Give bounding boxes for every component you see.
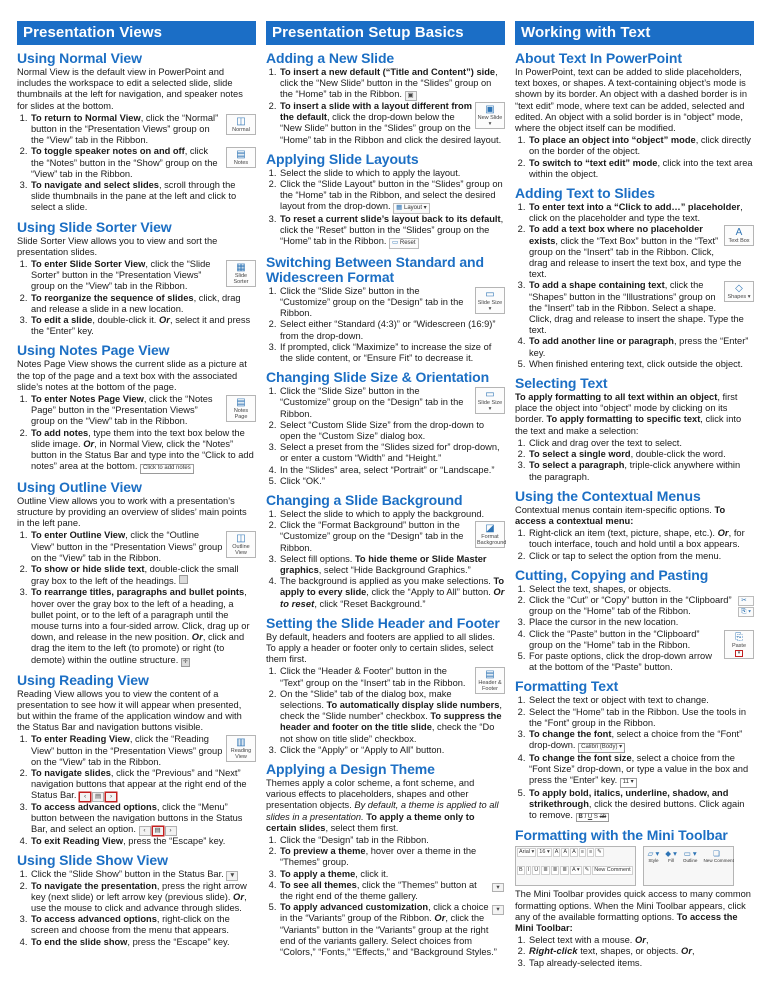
- section-title: Using Normal View: [17, 50, 142, 66]
- step-item: 5. To apply bold, italics, underline, shadow, and strikethrough, click the desired buttons. Click again to remove. B I U S ab: [528, 788, 754, 823]
- step-item: 2. To select a single word, double-click the word.: [528, 449, 754, 460]
- outline-view-icon: 1. ◫ Outline View: [226, 531, 256, 558]
- layout-icon: ▦ Layout ▾: [393, 203, 430, 214]
- mini-toolbar-icon: Arial ▾ 16 ▾ A A A ≡ ≡ ✎ B I U ≣ ≣ ≣ A ▾ ✎ New Comment: [515, 846, 636, 886]
- step-item: 2. Select either “Standard (4:3)” or “Widescreen (16:9)” from the drop-down.: [279, 319, 505, 341]
- step-item: 1. To place an object into “object” mode, click directly on the border of the object.: [528, 135, 754, 157]
- format-background-icon: 2. ◪ Format Background: [477, 523, 507, 547]
- step-item: 4. To add another line or paragraph, press the “Enter” key.: [528, 336, 754, 358]
- step-item: 1. ▤ Notes Page To enter Notes Page View, click the “Notes Page” button in the “Presentation Views” group on the “View” tab in the Ribbon.: [30, 394, 256, 428]
- step-item: 1. To insert a new default (“Title and Content”) side, click the “New Slide” button in the “Slides” group on the “Home” tab in the Ribbon. ▣: [279, 67, 505, 101]
- section-title: Selecting Text: [515, 375, 608, 392]
- nav-menu-icon: ‹ ▤ ›: [139, 824, 178, 834]
- section-title: Formatting with the Mini Toolbar: [515, 827, 728, 844]
- paragraph: Reading View allows you to view the content of a presentation to see how it will appear when presented, but within the frame of the application window and with the Status Bar and navigation buttons visible.: [17, 688, 242, 733]
- step-item: 1. ▤ Header & Footer Click the “Header & Footer” button in the “Text” group on the “Insert” tab in the Ribbon.: [279, 666, 505, 688]
- step-item: 2. To reorganize the sequence of slides, click, drag and release a slide in a new location.: [30, 293, 256, 315]
- steps-list: [17, 530, 256, 666]
- step-item: 2. To navigate the presentation, press the right arrow key (next slide) or left arrow key (previous slide). Or, use the mouse to click and advance through slides.: [30, 881, 256, 915]
- section-title: Adding a New Slide: [266, 50, 395, 66]
- steps-list: [17, 869, 256, 948]
- step-item: 2. Click or tap to select the option from the menu.: [528, 551, 754, 562]
- reset-icon: ▭ Reset: [389, 238, 419, 249]
- mini-toolbar-touch-icon: ▱ ▾ Style ◆ ▾ Fill ▭ ▾ Outline ❏ New Comment: [643, 846, 735, 886]
- step-item: 1. To enter text into a “Click to add…” placeholder, click on the placeholder and type the text.: [528, 202, 754, 224]
- step-item: 5. For paste options, click the drop-down arrow at the bottom of the “Paste” button.: [528, 651, 754, 673]
- shapes-icon: 3. ◇ Shapes ▾: [724, 281, 754, 302]
- step-item: 1. Select text with a mouse. Or,: [528, 935, 754, 946]
- drag-arrow-icon: ✛: [182, 658, 188, 665]
- step-item: 2. To navigate slides, click the “Previous” and “Next” navigation buttons that appear at the right end of the Status Bar. ‹ ▤ ›: [30, 768, 256, 802]
- new-slide-small-icon: ▣: [405, 89, 418, 99]
- step-item: 5. Click “OK.”: [279, 476, 505, 487]
- section-title: Using Notes Page View: [17, 342, 170, 359]
- section-title: Adding Text to Slides: [515, 185, 655, 202]
- step-item: 3. Select a preset from the “Slides sized for” drop-down, or enter a custom “Width” and “Height.”: [279, 442, 505, 464]
- section-title: Using Reading View: [17, 671, 149, 688]
- step-item: 1. ▭ Slide Size ▾ Click the “Slide Size” button in the “Customize” group on the “Design” tab in the Ribbon.: [279, 386, 505, 420]
- step-item: 3. To reset a current slide’s layout back to its default, click the “Reset” button in the “Slides” group on the “Home” tab in the Ribbon. ▭ Reset: [279, 214, 505, 249]
- paragraph: Outline View allows you to work with a presentation’s structure by providing an overview of slides’ main points in the left pane.: [17, 495, 247, 529]
- step-item: 3. Tap already-selected items.: [528, 958, 754, 969]
- step-item: 2. To show or hide slide text, double-click the small gray box to the left of the headings.: [30, 564, 256, 587]
- steps-list: [17, 734, 256, 847]
- step-item: 2. Click the “Slide Layout” button in the “Slides” group on the “Home” tab in the Ribbon, and select the desired layout from the drop-down. ▦ Layout ▾: [279, 179, 505, 214]
- paragraph: By default, headers and footers are applied to all slides. To apply a header or footer only to certain slides, select them first.: [266, 631, 495, 665]
- section-title: Using Slide Sorter View: [17, 218, 172, 235]
- step-item: 3. To change the font, select a choice from the “Font” drop-down. Calibri (Body) ▾: [528, 729, 754, 753]
- header-footer-icon: 1. ▤ Header & Footer: [475, 667, 505, 694]
- slide-size-icon: 1. ▭ Slide Size ▾: [475, 387, 505, 414]
- paragraph: Notes Page View shows the current slide as a picture at the top of the page and a text box with the associated slide’s notes at the bottom of the page.: [17, 359, 247, 392]
- gallery-more-icon: ▾: [492, 881, 505, 891]
- paragraph: Contextual menus contain item-specific options. To access a contextual menu:: [515, 504, 726, 526]
- column-header: Working with Text: [515, 21, 754, 45]
- step-item: 2. On the “Slide” tab of the dialog box, make selections. To automatically display slide numbers, check the “Slide number” checkbox. To suppress the header and footer on the title slide, check the “Do not show on title slide” checkbox.: [279, 689, 505, 745]
- step-item: 1. ◫ Normal To return to Normal View, click the “Normal” button in the “Presentation Views” group on the “View” tab in the Ribbon.: [30, 113, 256, 147]
- section-title: About Text In PowerPoint: [515, 50, 682, 66]
- normal-icon: 1. ◫ Normal: [226, 114, 256, 135]
- section-title: Cutting, Copying and Pasting: [515, 566, 709, 583]
- step-item: 1. Click the “Design” tab in the Ribbon.: [279, 835, 505, 846]
- step-item: 3. Place the cursor in the new location.: [528, 617, 754, 628]
- step-item: 1. ▦ Slide Sorter To enter Slide Sorter View, click the “Slide Sorter” button in the “Presentation Views” group on the “View” tab in the Ribbon.: [30, 259, 256, 293]
- steps-list: [266, 286, 505, 364]
- column: [17, 21, 256, 971]
- steps-list: [515, 528, 754, 562]
- section-title: Using Outline View: [17, 478, 142, 495]
- step-item: 2. To switch to “text edit” mode, click into the text area within the object.: [528, 158, 754, 180]
- step-item: 3. To navigate and select slides, scroll through the slide thumbnails in the pane at the left and click to select a slide.: [30, 180, 256, 214]
- section-title: Applying Slide Layouts: [266, 150, 419, 167]
- paragraph: Slide Sorter View allows you to view and sort the presentation slides.: [17, 235, 218, 257]
- steps-list: [17, 259, 256, 337]
- gray-box-icon: [179, 575, 188, 584]
- step-item: 1. Click and drag over the text to select.: [528, 438, 754, 449]
- paste-icon: 4. ⎘ Paste ▾: [724, 630, 754, 659]
- step-item: 2. A Text Box To add a text box where no placeholder exists, click the “Text Box” button in the “Text” group on the “Insert” tab in the Ribbon. Click, drag and release to insert the text box, and type the text.: [528, 224, 754, 280]
- steps-list: [266, 509, 505, 610]
- step-item: 3. To access advanced options, right-click on the screen and choose from the menu that appears.: [30, 914, 256, 936]
- step-item: 4. In the “Slides” area, select “Portrait” or “Landscape.”: [279, 465, 505, 476]
- step-item: 4. ⎘ Paste ▾ Click the “Paste” button in the “Clipboard” group on the “Home” tab in the Ribbon.: [528, 629, 754, 651]
- step-item: 1. Select the slide to which to apply the background.: [279, 509, 505, 520]
- steps-list: [515, 935, 754, 969]
- step-item: 1. Right-click an item (text, picture, shape, etc.). Or, for touch interface, touch and hold until a box appears.: [528, 528, 754, 550]
- step-item: 3. Click the “Apply” or “Apply to All” button.: [279, 745, 505, 756]
- step-item: 1. Click the “Slide Show” button in the Status Bar. ▼: [30, 869, 256, 881]
- step-item: 1. Select the text, shapes, or objects.: [528, 584, 754, 595]
- step-item: 2. ▤ Notes To toggle speaker notes on and off, click the “Notes” button in the “Show” group on the “View” tab in the Ribbon.: [30, 146, 256, 180]
- steps-list: [266, 386, 505, 487]
- section-title: Using Slide Show View: [17, 852, 168, 869]
- step-item: 5. When finished entering text, click outside the object.: [528, 359, 754, 370]
- steps-list: [515, 584, 754, 674]
- column-header: Presentation Views: [17, 21, 256, 45]
- section-title: Using the Contextual Menus: [515, 487, 701, 504]
- cut-copy-icon: 2. ✂ ⎘ ▾: [738, 596, 754, 618]
- paragraph: The Mini Toolbar provides quick access to many common formatting options. When the Mini Toolbar appears, click any of the available formatting options. To access the Mini Toolbar:: [515, 889, 751, 934]
- section-title: Applying a Design Theme: [266, 761, 435, 778]
- step-item: 2. To preview a theme, hover over a theme in the “Themes” group.: [279, 846, 505, 868]
- section-title: Setting the Slide Header and Footer: [266, 614, 500, 631]
- notes-icon: 2. ▤ Notes: [226, 147, 256, 168]
- step-item: 2. ▣ New Slide ▾ To insert a slide with a layout different from the default, click the drop-down below the “New Slide” button in the “Slides” group on the “Home” tab in the Ribbon and click the desired layout.: [279, 101, 505, 146]
- notes-page-icon: 1. ▤ Notes Page: [226, 395, 256, 422]
- step-item: 1. ◫ Outline View To enter Outline View, click the “Outline View” button in the “Presentation Views” group on the “View” tab in the Ribbon.: [30, 530, 256, 564]
- steps-list: [266, 168, 505, 249]
- paragraph: To apply formatting to all text within an object, first place the object into “object” mode by clicking on its border. To apply formatting to specific text, click into the text and make a selection:: [515, 392, 742, 436]
- step-item: 2. Select the “Home” tab in the Ribbon. Use the tools in the “Font” group in the Ribbon.: [528, 707, 754, 729]
- step-item: 3. To edit a slide, double-click it. Or, select it and press the “Enter” key.: [30, 315, 256, 337]
- section-title: Formatting Text: [515, 678, 619, 695]
- slide-size-icon: 1. ▭ Slide Size ▾: [475, 287, 505, 314]
- step-item: 4. To exit Reading View, press the “Escape” key.: [30, 836, 256, 847]
- step-item: 2. ✂ ⎘ ▾ Click the “Cut” or “Copy” button in the “Clipboard” group on the “Home” tab of the Ribbon.: [528, 595, 754, 617]
- slide-show-icon: ▼: [226, 869, 239, 879]
- nav-prev-next-icon: ‹ ▤ ›: [79, 790, 118, 800]
- step-item: 3. To apply a theme, click it.: [279, 869, 505, 880]
- step-item: 2. Select “Custom Slide Size” from the drop-down to open the “Custom Size” dialog box.: [279, 420, 505, 442]
- mini-toolbar-preview: [515, 846, 754, 886]
- steps-list: [266, 666, 505, 756]
- steps-list: [515, 695, 754, 822]
- column: [266, 21, 505, 971]
- steps-list: [515, 438, 754, 483]
- font-size-icon: 11 ▾: [620, 778, 637, 788]
- text-box-icon: 2. A Text Box: [724, 225, 754, 246]
- step-item: 1. ▭ Slide Size ▾ Click the “Slide Size” button in the “Customize” group on the “Design” tab in the Ribbon.: [279, 286, 505, 320]
- section-title: Switching Between Standard and Widescreen Format: [266, 253, 484, 285]
- paragraph: Themes apply a color scheme, a font scheme, and various effects to placeholders, shapes and other presentation objects. By default, a theme is applied to all slides in a presentation. To apply a theme only to certain slides, select them first.: [266, 778, 499, 833]
- column: [515, 21, 754, 971]
- new-slide-icon: 2. ▣ New Slide ▾: [475, 102, 505, 129]
- step-item: 3. To access advanced options, click the “Menu” button between the navigation buttons in the Status Bar, and select an option. ‹ ▤ ›: [30, 802, 256, 836]
- paragraph: Normal View is the default view in PowerPoint and includes the workspace to edit a selected slide, slide thumbnails at the left for navigation, and speaker notes for slides at the bottom.: [17, 67, 243, 111]
- step-item: 2. To add notes, type them into the text box below the slide image. Or, in Normal View, click the “Notes” button in the Status Bar and type into the “Click to add notes” area at the bottom. Click to add notes: [30, 428, 256, 474]
- steps-list: [515, 135, 754, 180]
- steps-list: [266, 835, 505, 958]
- step-item: 3. Select fill options. To hide theme or Slide Master graphics, select “Hide Background Graphics.”: [279, 554, 505, 576]
- steps-list: [266, 67, 505, 146]
- step-item: 1. ▥ Reading View To enter Reading View, click the “Reading View” button in the “Presentation Views” group on the “View” tab in the Ribbon.: [30, 734, 256, 768]
- steps-list: [17, 113, 256, 214]
- column-header: Presentation Setup Basics: [266, 21, 505, 45]
- steps-list: [17, 394, 256, 474]
- step-item: 4. ▾ To see all themes, click the “Themes” button at the right end of the theme gallery.: [279, 880, 505, 902]
- step-item: 4. To end the slide show, press the “Escape” key.: [30, 937, 256, 948]
- step-item: 3. If prompted, click “Maximize” to increase the size of the slide content, or “Ensure Fit” to decrease it.: [279, 342, 505, 364]
- section-title: Changing a Slide Background: [266, 491, 463, 508]
- steps-list: [515, 202, 754, 370]
- step-item: 4. The background is applied as you make selections. To apply to every slide, click the “Apply to All” button. Or to reset, click “Reset Background.”: [279, 576, 505, 610]
- section-title: Changing Slide Size & Orientation: [266, 369, 490, 386]
- step-item: 2. ◪ Format Background Click the “Format Background” button in the “Customize” group on the “Design” tab in the Ribbon.: [279, 520, 505, 554]
- paragraph: In PowerPoint, text can be added to slide placeholders, text boxes, or shapes. A text-containing object’s mode is shown by its border. An object with a dashed border is in “text edit” mode, where text can be added, selected and edited. An object with a solid border is in “object” mode, where the object itself can be modified.: [515, 67, 748, 134]
- reading-view-icon: 1. ▥ Reading View: [226, 735, 256, 762]
- step-item: 4. To change the font size, select a choice from the “Font Size” drop-down, or type a value in the box and press the “Enter” key. 11 ▾: [528, 753, 754, 788]
- step-item: 3. To rearrange titles, paragraphs and bullet points, hover over the gray box to the left of a heading, a bullet point, or to the left of a paragraph until the mouse turns into a four-sided arrow. Click, drag up or down, and release in the new position. Or, click and drag the item to the left (to promote) or right (to demote) within the outline structure. ✛: [30, 587, 256, 666]
- bius-icon: B I U S ab: [576, 813, 610, 823]
- step-item: 1. Select the text or object with text to change.: [528, 695, 754, 706]
- step-item: 5. ▾ To apply advanced customization, click a choice in the “Variants” group of the Ribbon. Or, click the “Variants” button in the “Variants” group at the right end of the variants gallery. Select choices from “Colors,” “Fonts,” “Effects,” and “Background Styles.”: [279, 902, 505, 958]
- step-item: 3. To select a paragraph, triple-click anywhere within the paragraph.: [528, 460, 754, 482]
- slide-sorter-icon: 1. ▦ Slide Sorter: [226, 260, 256, 287]
- click-to-add-notes-icon: Click to add notes: [140, 464, 194, 474]
- step-item: 2. Right-click text, shapes, or objects. Or,: [528, 946, 754, 957]
- step-item: 3. ◇ Shapes ▾ To add a shape containing text, click the “Shapes” button in the “Illustrations” group on the “Insert” tab in the Ribbon. Select a shape. Click, drag and release to insert the shape. Type the text.: [528, 280, 754, 336]
- step-item: 1. Select the slide to which to apply the layout.: [279, 168, 505, 179]
- font-name-icon: Calibri (Body) ▾: [578, 743, 625, 753]
- gallery-more-icon: ▾: [492, 903, 505, 913]
